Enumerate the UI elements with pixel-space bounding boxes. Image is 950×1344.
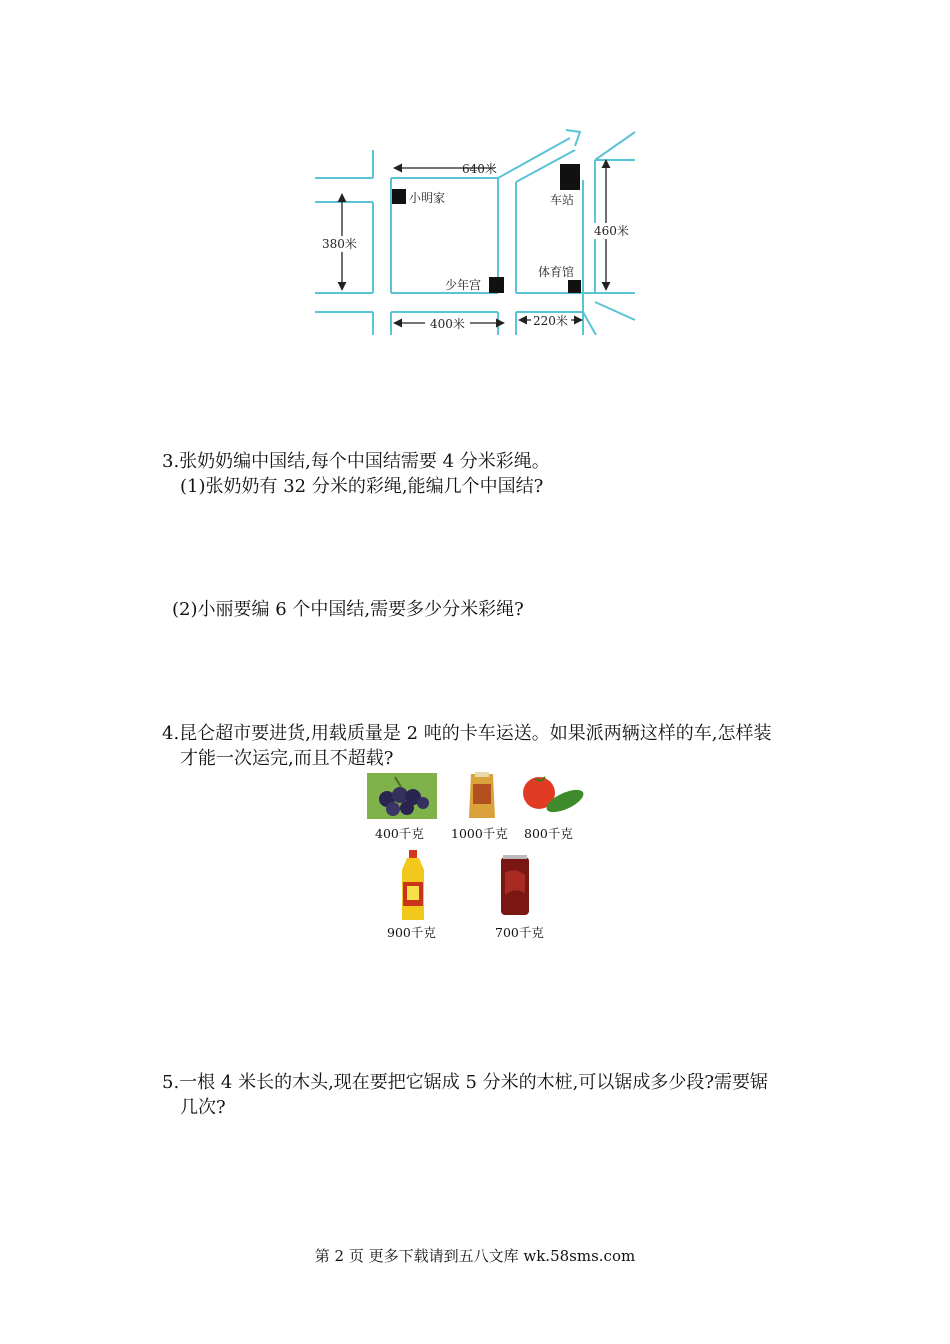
grapes-icon [367, 773, 437, 819]
q3-title: 3.张奶奶编中国结,每个中国结需要 4 分米彩绳。 [162, 451, 550, 472]
q3-part1: (1)张奶奶有 32 分米的彩绳,能编几个中国结? [180, 476, 544, 497]
oil-bottle-icon [398, 850, 428, 922]
rice-weight: 1000千克 [451, 826, 508, 841]
station-marker [560, 164, 580, 190]
soda-can-icon [497, 853, 533, 919]
soda-weight: 700千克 [495, 925, 544, 940]
oil-weight: 900千克 [387, 925, 436, 940]
youth-palace-label: 少年宫 [445, 278, 482, 292]
grapes-weight: 400千克 [375, 826, 424, 841]
page-footer: 第 2 页 更多下载请到五八文库 wk.58sms.com [314, 1247, 636, 1265]
xiaoming-home-label: 小明家 [409, 191, 446, 205]
dim-380-label: 380米 [322, 237, 357, 251]
dim-460-label: 460米 [594, 224, 629, 238]
dim-400-label: 400米 [430, 317, 465, 331]
dim-220-label: 220米 [533, 314, 568, 328]
q4-line1: 4.昆仑超市要进货,用载质量是 2 吨的卡车运送。如果派两辆这样的车,怎样装 [162, 723, 772, 744]
q4-line2: 才能一次运完,而且不超载? [180, 748, 394, 769]
q5-line2: 几次? [180, 1097, 226, 1118]
rice-bag-icon [467, 770, 497, 820]
xiaoming-home-marker [392, 189, 406, 204]
dim-640-label: 640米 [462, 162, 497, 176]
gym-marker [568, 280, 581, 293]
goods-figure [355, 765, 605, 945]
q5-line1: 5.一根 4 米长的木头,现在要把它锯成 5 分米的木桩,可以锯成多少段?需要锯 [162, 1072, 769, 1093]
gym-label: 体育馆 [538, 265, 575, 279]
vegetable-weight: 800千克 [524, 826, 573, 841]
youth-palace-marker [489, 277, 504, 293]
station-label: 车站 [550, 193, 575, 207]
route-map [300, 120, 650, 345]
q3-part2: (2)小丽要编 6 个中国结,需要多少分米彩绳? [172, 599, 524, 620]
tomato-cucumber-icon [517, 773, 587, 819]
roads [315, 130, 635, 335]
